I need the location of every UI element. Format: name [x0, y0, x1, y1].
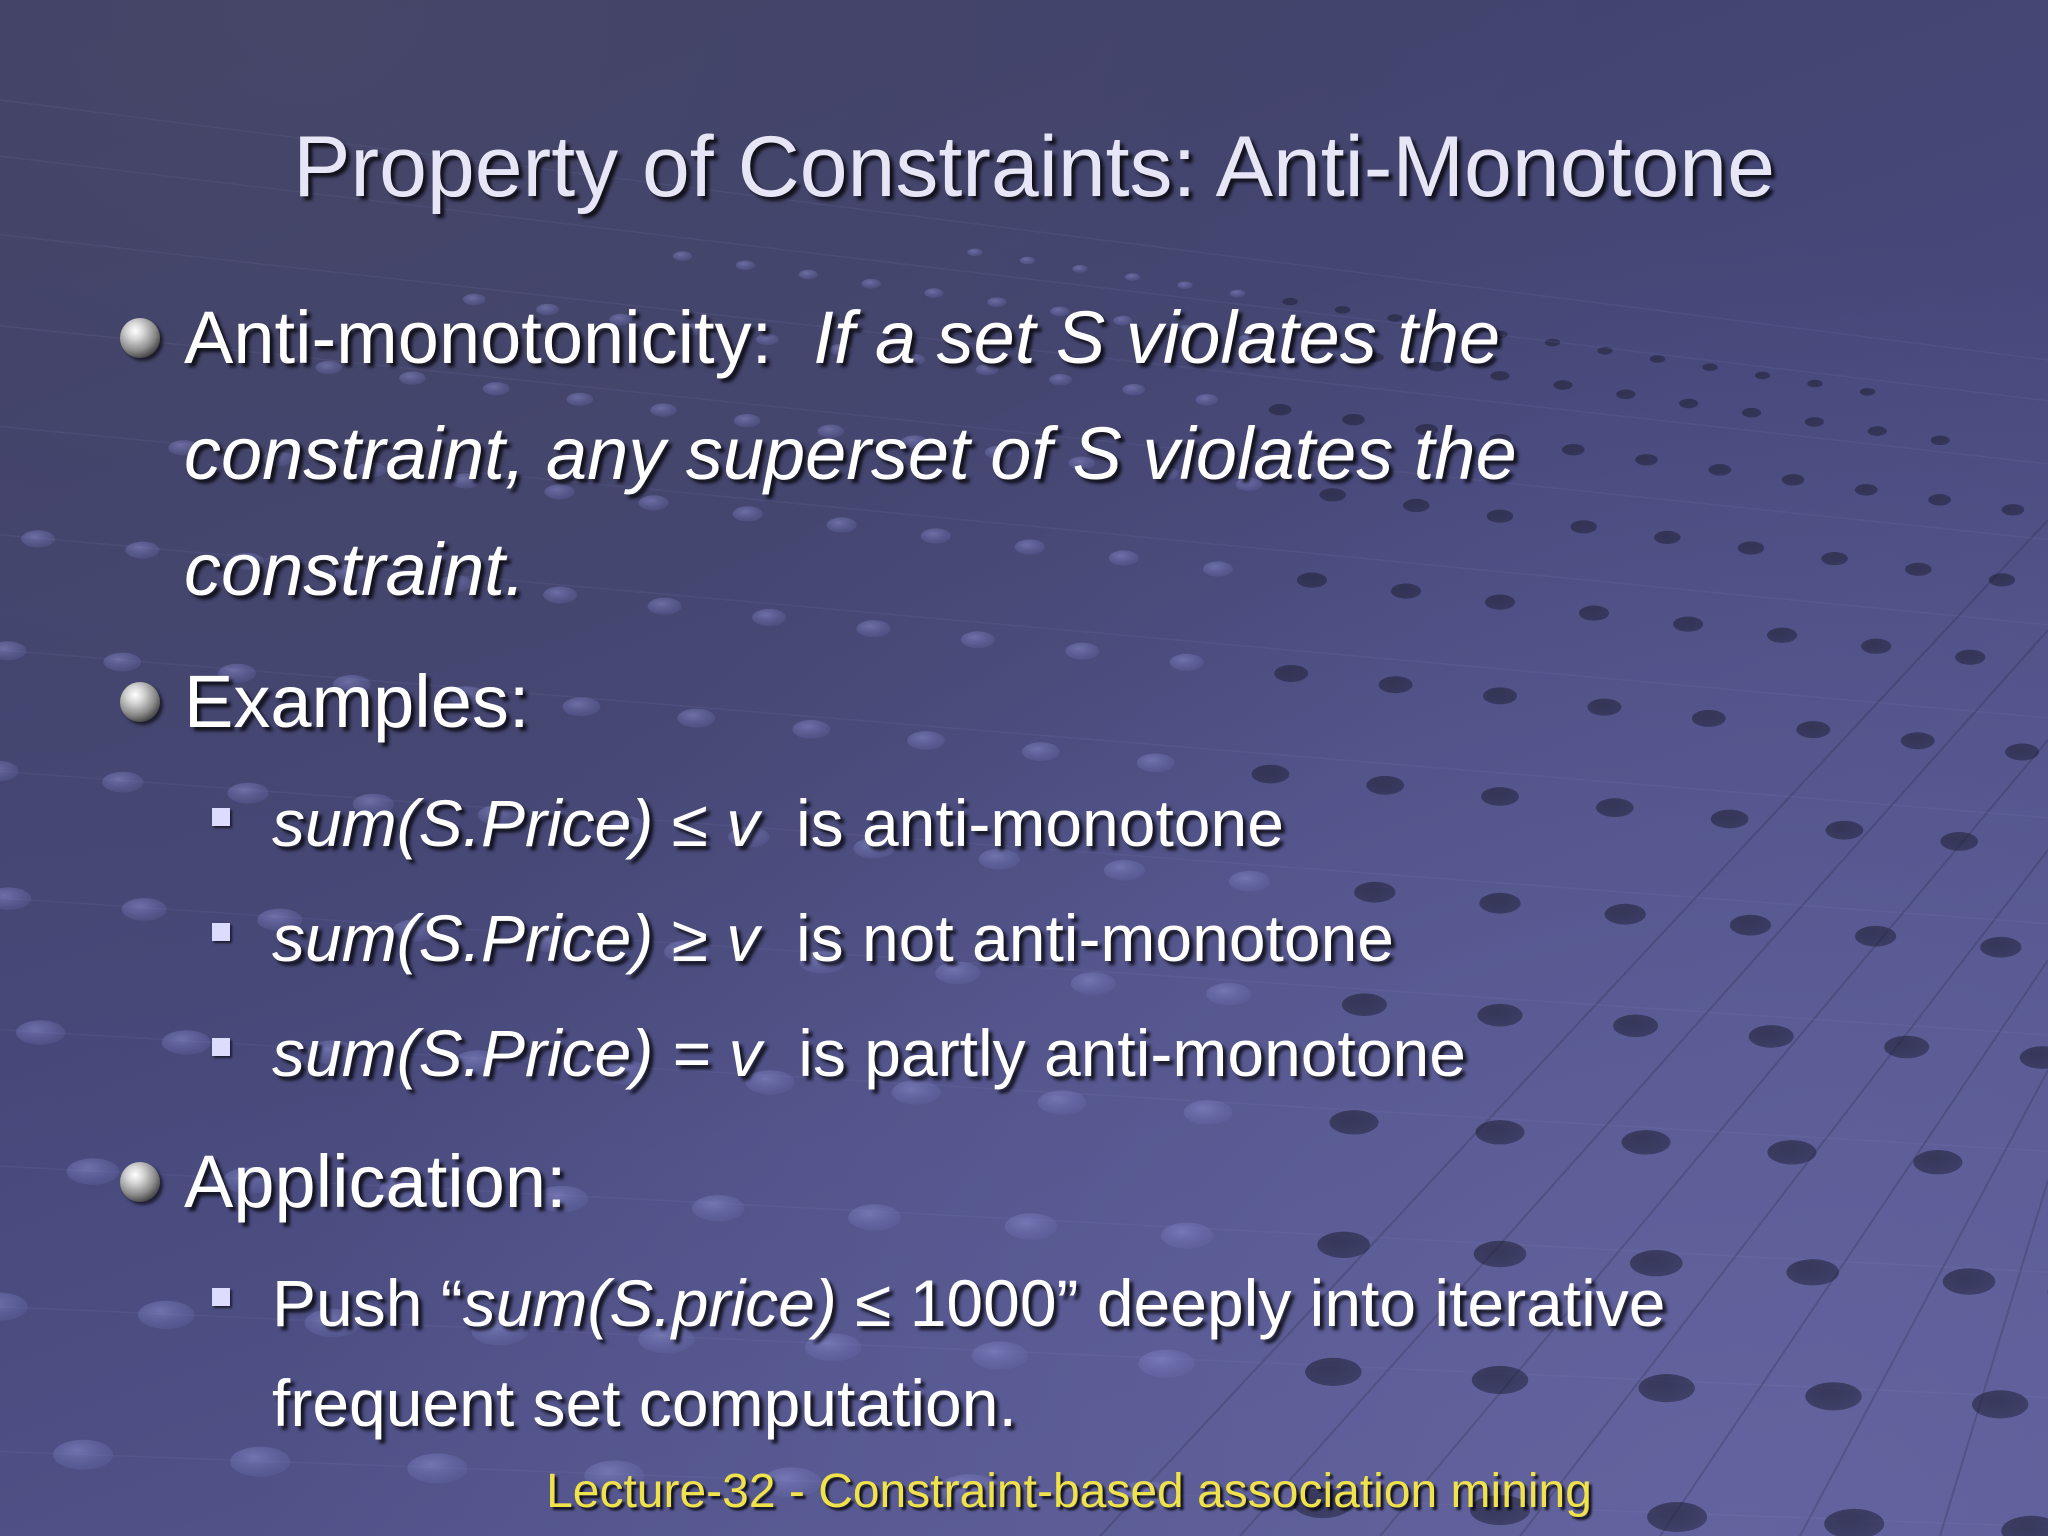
application-item — [272, 1253, 1832, 1453]
application-label: Application: — [184, 1140, 567, 1223]
square-bullet-icon — [212, 808, 230, 826]
example-expression: sum(S.Price) ≥ v — [272, 901, 760, 975]
application-suffix: 1000” deeply into iterative — [909, 1266, 1666, 1340]
anti-monotonicity-definition-line3: constraint. — [184, 528, 526, 611]
square-bullet-icon — [212, 1038, 230, 1056]
anti-monotonicity-definition-line2: constraint, any superset of S violates the — [184, 412, 1517, 495]
square-bullet-icon — [212, 923, 230, 941]
example-expression: sum(S.Price) = v — [272, 1016, 762, 1090]
example-item — [272, 888, 1832, 988]
anti-monotonicity-label: Anti-monotonicity: — [184, 296, 773, 379]
example-description: is partly anti-monotone — [798, 1016, 1466, 1090]
bullet-anti-monotonicity — [184, 280, 1744, 628]
example-description: is anti-monotone — [795, 786, 1284, 860]
anti-monotonicity-definition-line1: If a set S violates the — [813, 296, 1501, 379]
example-description: is not anti-monotone — [795, 901, 1394, 975]
sphere-bullet-icon — [120, 1162, 160, 1202]
examples-label: Examples: — [184, 660, 530, 743]
slide-footer: Lecture-32 - Constraint-based association mining — [546, 1465, 1592, 1518]
example-expression: sum(S.Price) ≤ v — [272, 786, 760, 860]
application-line2: frequent set computation. — [272, 1366, 1017, 1440]
slide-title: Property of Constraints: Anti-Monotone — [293, 119, 1775, 215]
example-item — [272, 1003, 1832, 1103]
application-expression: sum(S.price) ≤ — [462, 1266, 910, 1340]
square-bullet-icon — [212, 1288, 230, 1306]
sphere-bullet-icon — [120, 682, 160, 722]
sphere-bullet-icon — [120, 318, 160, 358]
example-item — [272, 773, 1832, 873]
application-prefix: Push “ — [272, 1266, 463, 1340]
